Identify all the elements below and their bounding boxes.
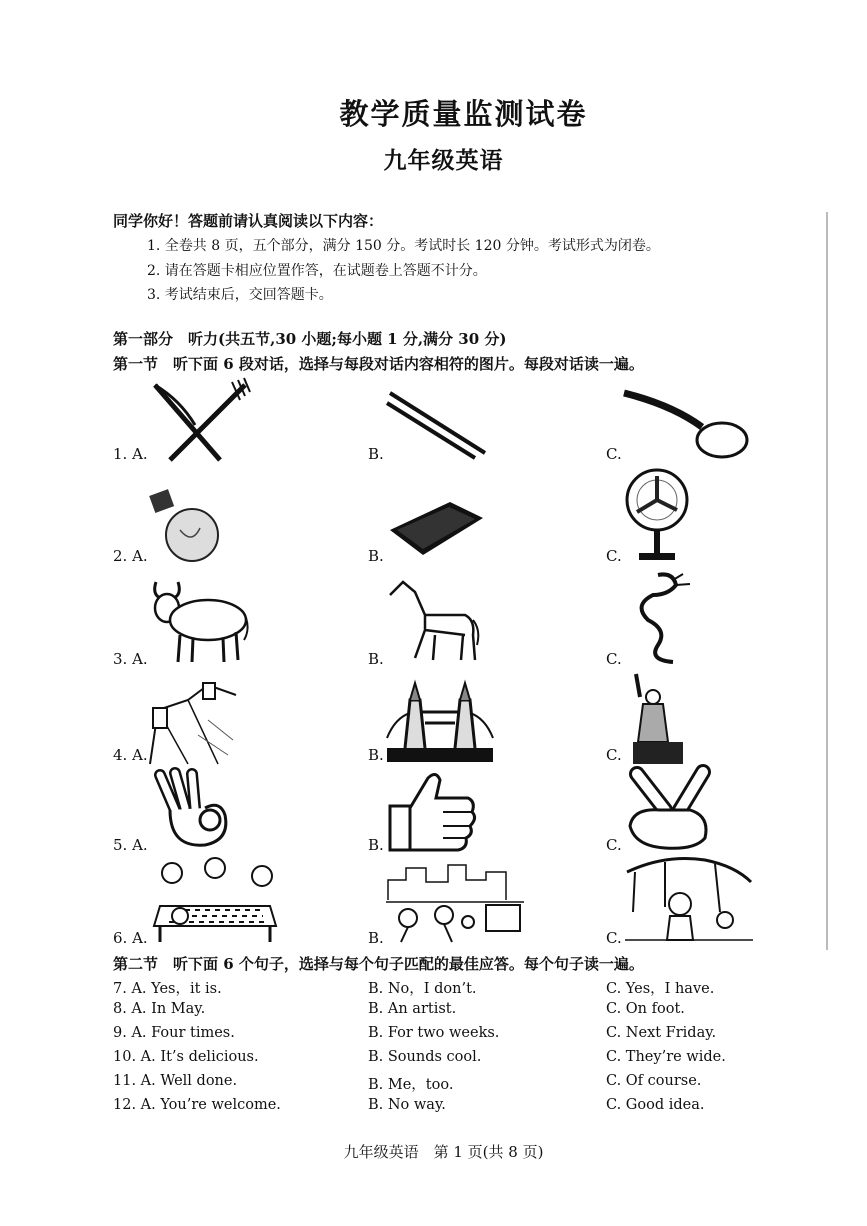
q1-label-c: C. — [606, 445, 622, 463]
q3-label-c: C. — [606, 650, 622, 668]
q12-option-b: B. No way. — [368, 1097, 446, 1113]
q10-option-a: 10. A. It’s delicious. — [113, 1049, 259, 1065]
q4-label-b: B. — [368, 746, 384, 764]
q6-label-a: 6. A. — [113, 929, 148, 947]
playing-chess-scene-icon — [150, 858, 280, 944]
q5-label-a: 5. A. — [113, 836, 148, 854]
q6-label-b: B. — [368, 929, 384, 947]
q3-label-a: 3. A. — [113, 650, 148, 668]
q1-label-b: B. — [368, 445, 384, 463]
q10-option-b: B. Sounds cool. — [368, 1049, 482, 1065]
q7-option-b: B. No，I don’t. — [368, 981, 477, 997]
rule-1: 1. 全卷共 8 页，五个部分，满分 150 分。考试时长 120 分钟。考试形式为闭卷。 — [147, 238, 660, 254]
q3-label-b: B. — [368, 650, 384, 668]
q7-option-a: 7. A. Yes，it is. — [113, 981, 222, 997]
q11-option-b: B. Me，too. — [368, 1077, 454, 1093]
horse-icon — [385, 580, 480, 662]
q9-option-b: B. For two weeks. — [368, 1025, 500, 1041]
q5-label-b: B. — [368, 836, 384, 854]
section1-heading: 第一节 听下面 6 段对话，选择与每段对话内容相符的图片。每段对话读一遍。 — [113, 355, 644, 373]
dragon-icon — [628, 570, 698, 665]
tower-bridge-icon — [385, 678, 495, 764]
knife-fork-icon — [150, 380, 250, 465]
q5-label-c: C. — [606, 836, 622, 854]
q2-label-c: C. — [606, 547, 622, 565]
intro-greeting: 同学你好！答题前请认真阅读以下内容： — [113, 212, 384, 230]
spoon-icon — [622, 385, 747, 460]
q12-option-c: C. Good idea. — [606, 1097, 705, 1113]
smartphone-icon — [385, 500, 485, 560]
rule-3: 3. 考试结束后，交回答题卡。 — [147, 287, 333, 303]
q7-option-c: C. Yes，I have. — [606, 981, 715, 997]
section2-heading: 第二节 听下面 6 个句子，选择与每个句子匹配的最佳应答。每个句子读一遍。 — [113, 955, 644, 973]
ox-icon — [148, 580, 250, 665]
thumbs-up-icon — [388, 768, 478, 854]
q10-option-c: C. They’re wide. — [606, 1049, 726, 1065]
q11-option-c: C. Of course. — [606, 1073, 702, 1089]
victory-hand-icon — [625, 768, 715, 850]
q4-label-a: 4. A. — [113, 746, 148, 764]
q2-label-b: B. — [368, 547, 384, 565]
page-subtitle: 九年级英语 — [383, 147, 504, 174]
q8-option-c: C. On foot. — [606, 1001, 685, 1017]
page-edge-line — [826, 212, 828, 950]
q11-option-a: 11. A. Well done. — [113, 1073, 238, 1089]
q9-option-c: C. Next Friday. — [606, 1025, 717, 1041]
great-wall-icon — [148, 680, 238, 764]
ok-hand-icon — [150, 770, 232, 850]
q9-option-a: 9. A. Four times. — [113, 1025, 235, 1041]
rule-2: 2. 请在答题卡相应位置作答，在试题卷上答题不计分。 — [147, 263, 487, 279]
q12-option-a: 12. A. You’re welcome. — [113, 1097, 281, 1113]
page-footer: 九年级英语 第 1 页(共 8 页) — [343, 1143, 544, 1161]
light-bulb-icon — [150, 490, 222, 565]
chopsticks-icon — [385, 388, 490, 460]
q2-label-a: 2. A. — [113, 547, 148, 565]
q8-option-b: B. An artist. — [368, 1001, 457, 1017]
part1-heading: 第一部分 听力(共五节,30 小题;每小题 1 分,满分 30 分) — [113, 330, 507, 348]
q1-label-a: 1. A. — [113, 445, 148, 463]
electric-fan-icon — [625, 468, 690, 563]
outdoor-play-scene-icon — [625, 852, 753, 944]
page-title: 教学质量监测试卷 — [339, 97, 588, 131]
q4-label-c: C. — [606, 746, 622, 764]
q8-option-a: 8. A. In May. — [113, 1001, 206, 1017]
q6-label-c: C. — [606, 929, 622, 947]
statue-of-liberty-icon — [628, 672, 688, 764]
playing-football-scene-icon — [386, 860, 524, 944]
